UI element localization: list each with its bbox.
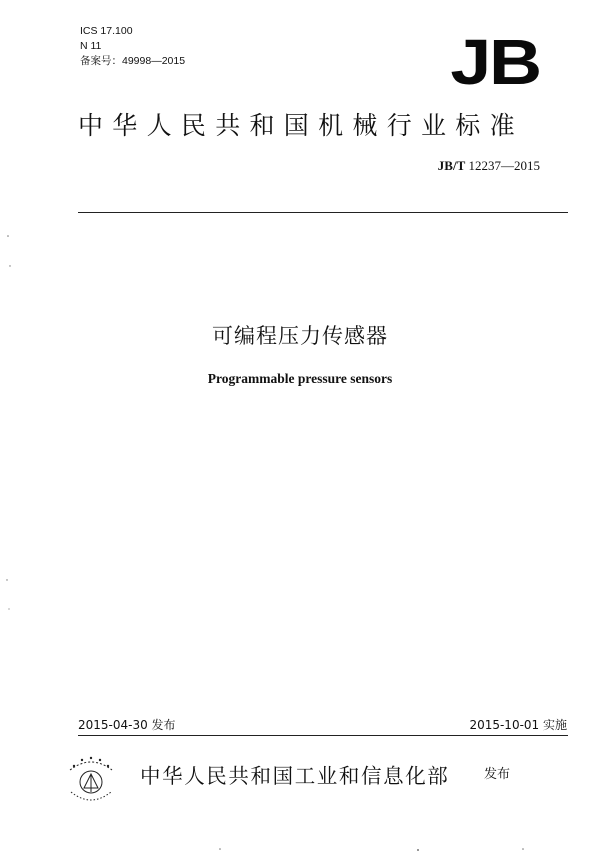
standard-number [438, 158, 540, 174]
ministry-seal-icon [62, 748, 120, 810]
publish-date: 2015-04-30 发布 [78, 718, 176, 732]
jb-logo: JB [450, 26, 540, 98]
top-divider [78, 212, 568, 213]
issuing-authority: 中华人民共和国工业和信息化部 [140, 764, 450, 788]
bottom-divider [78, 735, 568, 736]
standard-number-value: 12237—2015 [465, 158, 540, 173]
classification-block [80, 24, 185, 69]
standard-title: 中华人民共和国机械行业标准 [78, 111, 524, 140]
ccs-code: N 11 [80, 40, 102, 52]
issuer-suffix: 发布 [484, 767, 511, 782]
document-title-en: Programmable pressure sensors [207, 371, 393, 386]
standard-number-prefix: JB/T [437, 158, 466, 173]
implement-date: 2015-10-01 实施 [469, 718, 567, 732]
record-number: 备案号：49998—2015 [80, 55, 186, 67]
ics-code: ICS 17.100 [80, 25, 133, 37]
document-title-cn: 可编程压力传感器 [212, 324, 388, 348]
